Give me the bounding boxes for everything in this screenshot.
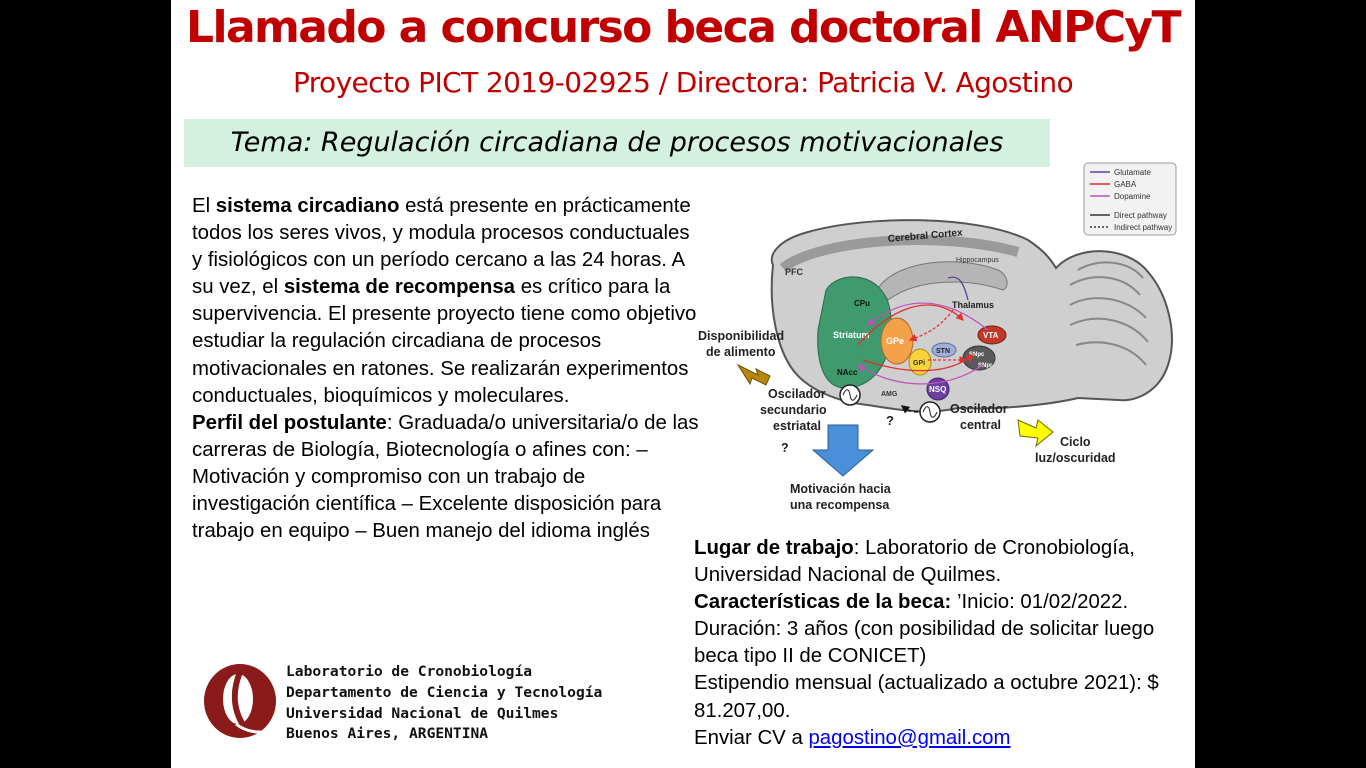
bold-term-recompensa: sistema de recompensa [283,276,516,299]
luz-oscuridad-label: luz/oscuridad [1035,451,1116,465]
lab-line: Buenos Aires, ARGENTINA [286,725,489,743]
lugar-value: : Laboratorio de Cronobiología, Universidad Nacional de Quilmes. [694,537,1135,587]
question-mark: ? [781,441,789,455]
perfil-value: : Graduada/o universitaria/o de las carreras de Biología, Biotecnología o afines con: – Motivación y compromiso con un trabajo de investigación científica – Excelente disposición para trabajo en equipo – Buen manejo del idioma inglés [192,411,699,543]
page-subtitle: Proyecto PICT 2019-02925 / Directora: Patricia V. Agostino [292,66,1074,99]
motivation-arrow-icon [813,425,873,476]
lab-line: Laboratorio de Cronobiología [286,663,533,680]
legend-dopamine: Dopamine [1114,192,1151,201]
diagram-legend [1084,163,1176,235]
legend-gaba: GABA [1114,180,1137,189]
recompensa-label: una recompensa [790,498,890,512]
nsq-label: NSQ [929,385,947,394]
legend-direct: Direct pathway [1114,211,1167,220]
central-label: central [960,418,1001,432]
description-paragraph [192,193,702,410]
light-arrow-icon [1018,420,1053,446]
page-title: Llamado a concurso beca doctoral ANPCyT [186,2,1180,53]
estriatal-label: estriatal [773,419,821,433]
pfc-label: PFC [785,267,803,277]
enviar-line [694,725,1195,752]
caracteristicas-line [694,589,1195,616]
slide [171,0,1195,768]
motivacion-label: Motivación hacia [790,482,891,496]
beca-details [694,535,1195,752]
snpr-label: SNpr [978,363,993,369]
legend-glutamate: Glutamate [1114,168,1151,177]
food-arrow-icon [738,365,770,385]
question-mark: ? [886,413,894,428]
oscilador-central-label: Oscilador [950,402,1008,416]
stn-label: STN [936,348,950,355]
oscilador-secundario-label: Oscilador [768,387,826,401]
vta-label: VTA [983,331,999,340]
description-text [192,193,702,545]
duracion-line: Duración: 3 años (con posibilidad de solicitar luego beca tipo II de CONICET) [694,618,1155,668]
bold-term-circadiano: sistema circadiano [215,195,400,217]
lugar-line [694,535,1195,589]
nacc-label: NAcc [837,368,858,377]
gpi-label: GPi [913,360,926,367]
estipendio-line: Estipendio mensual (actualizado a octubre 2021): $ 81.207,00. [694,672,1159,722]
email-link[interactable]: pagostino@gmail.com [808,726,1011,749]
ciclo-label: Ciclo [1060,435,1091,449]
striatum-label: Striatum [833,330,870,340]
text-run: está presente en prácticamente todos los seres vivos, y modula procesos conductuales y fisiológicos con un período cercano a las 24 horas. A su vez, el [192,195,691,299]
lab-line: Universidad Nacional de Quilmes [286,704,559,722]
perfil-paragraph [192,410,702,545]
caracteristicas-label: Características de la beca: [694,591,952,614]
cerebral-cortex-label: Cerebral Cortex [887,227,964,245]
thalamus-label: Thalamus [952,300,995,310]
caracteristicas-value: ’Inicio: 01/02/2022. [951,591,1129,614]
alimento-label: de alimento [706,345,776,359]
disponibilidad-label: Disponibilidad [698,329,785,343]
lugar-label: Lugar de trabajo [694,537,854,559]
brain-diagram [698,160,1184,522]
perfil-label: Perfil del postulante [192,411,387,434]
text-run: es crítico para la supervivencia. El presente proyecto tiene como objetivo estudiar la regulación circadiana de procesos motivacionales en ratones. Se realizarán experimentos conductuales, bioquímicos y moleculares. [192,276,697,407]
legend-indirect: Indirect pathway [1114,223,1173,232]
gpe-label: GPe [886,336,905,346]
text-run: El [192,195,216,217]
secundario-label: secundario [760,403,827,417]
enviar-label: Enviar CV a [694,726,809,749]
hippocampus-label: Hippocampus [956,257,999,264]
amg-label: AMG [881,391,898,398]
cpu-label: CPu [854,299,870,308]
lab-info [286,662,602,745]
unq-logo-icon [202,662,278,740]
tema-banner: Tema: Regulación circadiana de procesos motivacionales [184,119,1050,167]
snpc-label: SNpc [969,352,985,358]
lab-line: Departamento de Ciencia y Tecnología [286,683,603,701]
